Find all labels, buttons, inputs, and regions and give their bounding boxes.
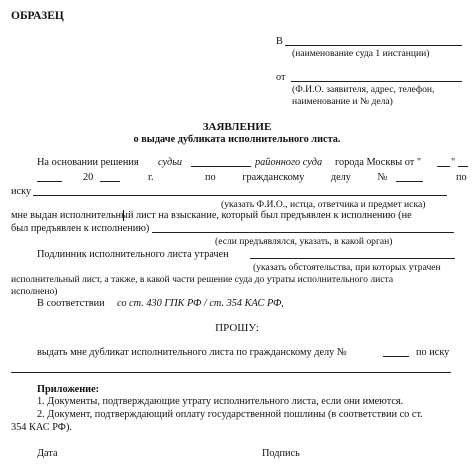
p2-line-1: Подлинник исполнительного листа утрачен	[37, 249, 229, 260]
document-title: ЗАЯВЛЕНИЕ	[202, 121, 272, 133]
attachment-item-2-cont: 354 КАС РФ).	[11, 422, 72, 433]
attachment-item-2: 2. Документ, подтверждающий оплату государственной пошлины (в соответствии со ст.	[37, 409, 423, 420]
p1-line-3: мне выдан исполнительный лист на взыскание, который был предъявлен к исполнению (не	[11, 210, 412, 221]
p1-judge-word: судьи	[158, 157, 183, 168]
date-label: Дата	[37, 448, 58, 459]
from-prefix: от	[276, 72, 286, 83]
claim-caption: (указать Ф.И.О., истца, ответчика и предмет иска)	[221, 199, 426, 210]
p1-po: по	[456, 172, 467, 183]
month-line-start[interactable]	[458, 166, 468, 167]
sample-label: ОБРАЗЕЦ	[11, 10, 64, 22]
case-number-line[interactable]	[396, 181, 423, 182]
execution-body-line[interactable]	[152, 232, 454, 233]
p1-city-date: города Москвы от "	[335, 157, 422, 168]
request-case-number-line[interactable]	[383, 356, 409, 357]
p1-year-prefix: 20	[83, 172, 94, 183]
day-line[interactable]	[437, 166, 450, 167]
court-name-caption: (наименование суда 1 инстанции)	[292, 48, 430, 59]
year-line[interactable]	[100, 181, 120, 182]
p3-law-reference: со ст. 430 ГПК РФ / ст. 354 КАС РФ,	[117, 298, 284, 309]
applicant-caption-1: (Ф.И.О. заявителя, адрес, телефон,	[292, 84, 435, 95]
p1-claim-word: иску	[11, 186, 32, 197]
p1-year-suffix: г.	[148, 172, 154, 183]
p3-text: В соответствии	[37, 298, 105, 309]
month-line[interactable]	[37, 181, 62, 182]
request-heading: ПРОШУ:	[215, 322, 259, 334]
p2-caption-2: исполнительный лист, а также, в какой части решение суда до утраты исполнительного листа	[11, 274, 394, 285]
attachment-item-1: 1. Документы, подтверждающие утрату исполнительного листа, если они имеются.	[37, 396, 404, 407]
applicant-line[interactable]	[291, 81, 462, 82]
text-cursor	[123, 210, 124, 221]
document-subtitle: о выдаче дубликата исполнительного листа.	[133, 134, 341, 145]
applicant-caption-2: наименование и № дела)	[292, 96, 393, 107]
p1-district-court: районного суда	[255, 157, 323, 168]
execution-body-caption: (если предъявлялся, указать, в какой орган)	[215, 236, 393, 247]
claim-line[interactable]	[33, 195, 447, 196]
signature-label: Подпись	[262, 448, 300, 459]
request-text: выдать мне дубликат исполнительного листа по гражданскому делу №	[37, 347, 347, 358]
attachments-heading: Приложение:	[37, 384, 100, 395]
request-claim-line[interactable]	[11, 372, 451, 373]
p1-text-a: На основании решения	[37, 157, 139, 168]
request-claim-word: по иску	[416, 347, 450, 358]
to-prefix: В	[276, 36, 283, 47]
p2-caption-1: (указать обстоятельства, при которых утрачен	[253, 262, 441, 273]
court-name-line[interactable]	[285, 45, 462, 46]
p2-caption-3: исполнено)	[11, 286, 58, 297]
loss-circumstances-line[interactable]	[250, 258, 455, 259]
p1-case-text: по гражданскому делу №	[205, 172, 388, 183]
p1-line-4: был предъявлен к исполнению)	[11, 223, 150, 234]
p1-quote-close: "	[451, 157, 456, 168]
judge-name-line[interactable]	[191, 166, 251, 167]
